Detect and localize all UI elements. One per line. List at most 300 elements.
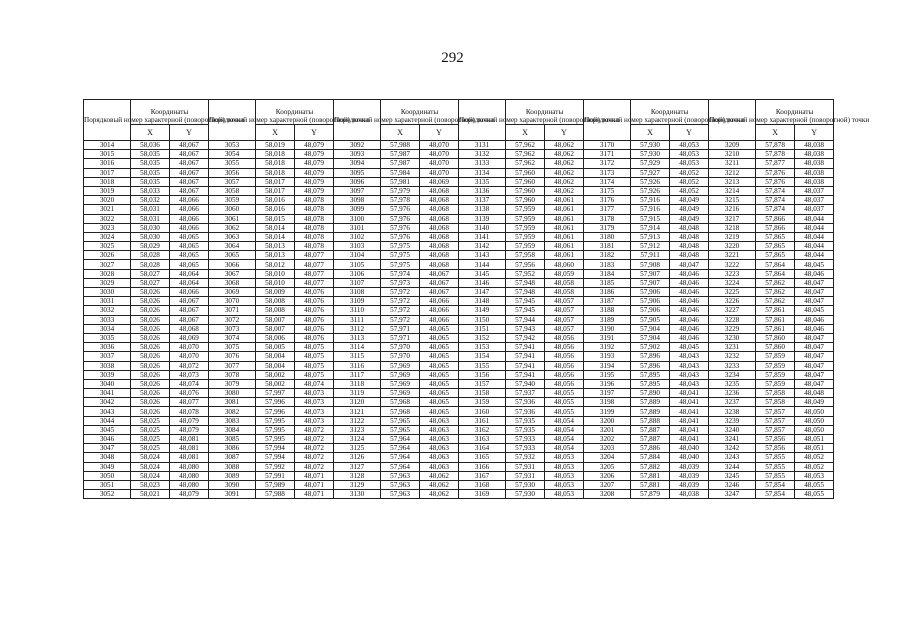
y-coordinate-cell: 48,053 <box>545 453 584 462</box>
y-coordinate-cell: 48,065 <box>420 333 459 342</box>
y-coordinate-cell: 48,053 <box>670 141 709 150</box>
point-number-cell: 3190 <box>584 324 631 333</box>
point-number-cell: 3119 <box>334 389 381 398</box>
y-coordinate-cell: 48,062 <box>420 480 459 489</box>
x-header: X <box>381 125 420 141</box>
point-number-cell: 3226 <box>709 297 756 306</box>
x-coordinate-cell: 58,026 <box>131 379 170 388</box>
point-number-cell: 3156 <box>459 370 506 379</box>
point-number-cell: 3127 <box>334 462 381 471</box>
y-coordinate-cell: 48,070 <box>420 159 459 168</box>
point-number-cell: 3183 <box>584 260 631 269</box>
y-coordinate-cell: 48,066 <box>170 196 209 205</box>
y-coordinate-cell: 48,066 <box>170 205 209 214</box>
x-coordinate-cell: 57,895 <box>631 370 670 379</box>
x-coordinate-cell: 57,975 <box>381 242 420 251</box>
point-number-cell: 3057 <box>209 177 256 186</box>
y-coordinate-cell: 48,045 <box>670 343 709 352</box>
x-coordinate-cell: 57,942 <box>506 333 545 342</box>
x-coordinate-cell: 57,932 <box>506 453 545 462</box>
x-coordinate-cell: 58,004 <box>256 352 295 361</box>
y-coordinate-cell: 48,072 <box>295 435 334 444</box>
y-coordinate-cell: 48,050 <box>795 416 834 425</box>
y-coordinate-cell: 48,065 <box>170 260 209 269</box>
x-coordinate-cell: 58,013 <box>256 242 295 251</box>
point-number-cell: 3164 <box>459 444 506 453</box>
point-number-cell: 3095 <box>334 168 381 177</box>
x-coordinate-cell: 57,988 <box>256 490 295 499</box>
x-coordinate-cell: 57,877 <box>756 159 795 168</box>
y-coordinate-cell: 48,062 <box>420 490 459 499</box>
y-coordinate-cell: 48,068 <box>420 232 459 241</box>
y-coordinate-cell: 48,048 <box>795 389 834 398</box>
point-number-cell: 3195 <box>584 370 631 379</box>
y-coordinate-cell: 48,078 <box>295 205 334 214</box>
x-coordinate-cell: 58,008 <box>256 306 295 315</box>
x-coordinate-cell: 57,855 <box>756 471 795 480</box>
table-row <box>84 141 834 150</box>
point-number-cell: 3167 <box>459 471 506 480</box>
table-row <box>84 196 834 205</box>
y-header: Y <box>795 125 834 141</box>
x-coordinate-cell: 58,030 <box>131 223 170 232</box>
point-number-cell: 3044 <box>84 416 131 425</box>
x-coordinate-cell: 57,874 <box>756 196 795 205</box>
point-number-cell: 3197 <box>584 389 631 398</box>
x-coordinate-cell: 57,855 <box>756 462 795 471</box>
x-coordinate-cell: 57,945 <box>506 306 545 315</box>
point-number-cell: 3024 <box>84 232 131 241</box>
x-coordinate-cell: 58,026 <box>131 324 170 333</box>
point-number-cell: 3215 <box>709 196 756 205</box>
x-coordinate-cell: 58,029 <box>131 242 170 251</box>
point-number-cell: 3054 <box>209 150 256 159</box>
y-coordinate-cell: 48,076 <box>295 288 334 297</box>
x-coordinate-cell: 57,970 <box>381 352 420 361</box>
point-number-cell: 3116 <box>334 361 381 370</box>
point-number-cell: 3036 <box>84 343 131 352</box>
y-coordinate-cell: 48,047 <box>670 260 709 269</box>
y-coordinate-cell: 48,067 <box>170 186 209 195</box>
x-coordinate-cell: 57,858 <box>756 398 795 407</box>
y-coordinate-cell: 48,069 <box>420 177 459 186</box>
x-coordinate-cell: 58,024 <box>131 453 170 462</box>
x-coordinate-cell: 57,866 <box>756 223 795 232</box>
x-coordinate-cell: 57,865 <box>756 251 795 260</box>
x-header: X <box>756 125 795 141</box>
point-number-cell: 3051 <box>84 480 131 489</box>
y-header: Y <box>670 125 709 141</box>
point-number-cell: 3192 <box>584 343 631 352</box>
point-header: Порядковый номер характерной (поворотной) точки <box>709 100 756 141</box>
y-coordinate-cell: 48,051 <box>795 444 834 453</box>
x-coordinate-cell: 57,896 <box>631 352 670 361</box>
table-row <box>84 435 834 444</box>
point-number-cell: 3055 <box>209 159 256 168</box>
y-header: Y <box>420 125 459 141</box>
point-number-cell: 3230 <box>709 333 756 342</box>
point-number-cell: 3246 <box>709 480 756 489</box>
x-coordinate-cell: 57,981 <box>381 177 420 186</box>
point-header: Порядковый номер характерной (поворотной) точки <box>459 100 506 141</box>
y-coordinate-cell: 48,039 <box>670 480 709 489</box>
table-row <box>84 425 834 434</box>
x-coordinate-cell: 57,861 <box>756 306 795 315</box>
x-coordinate-cell: 57,906 <box>631 288 670 297</box>
y-coordinate-cell: 48,048 <box>670 242 709 251</box>
x-coordinate-cell: 57,960 <box>506 177 545 186</box>
y-coordinate-cell: 48,077 <box>295 260 334 269</box>
point-number-cell: 3235 <box>709 379 756 388</box>
point-number-cell: 3182 <box>584 251 631 260</box>
y-coordinate-cell: 48,057 <box>545 315 584 324</box>
point-number-cell: 3078 <box>209 370 256 379</box>
y-coordinate-cell: 48,066 <box>170 223 209 232</box>
point-number-cell: 3216 <box>709 205 756 214</box>
x-coordinate-cell: 58,025 <box>131 425 170 434</box>
x-coordinate-cell: 57,952 <box>506 269 545 278</box>
y-coordinate-cell: 48,068 <box>420 242 459 251</box>
y-coordinate-cell: 48,062 <box>545 186 584 195</box>
y-coordinate-cell: 48,080 <box>170 462 209 471</box>
y-coordinate-cell: 48,067 <box>170 177 209 186</box>
table-row <box>84 288 834 297</box>
x-coordinate-cell: 58,025 <box>131 435 170 444</box>
y-coordinate-cell: 48,063 <box>420 444 459 453</box>
point-number-cell: 3228 <box>709 315 756 324</box>
table-row <box>84 223 834 232</box>
table-row <box>84 278 834 287</box>
point-number-cell: 3089 <box>209 471 256 480</box>
point-number-cell: 3178 <box>584 214 631 223</box>
x-header: X <box>506 125 545 141</box>
x-coordinate-cell: 57,916 <box>631 196 670 205</box>
x-coordinate-cell: 57,989 <box>256 480 295 489</box>
y-coordinate-cell: 48,061 <box>545 223 584 232</box>
y-coordinate-cell: 48,061 <box>545 214 584 223</box>
y-coordinate-cell: 48,071 <box>295 480 334 489</box>
x-coordinate-cell: 57,959 <box>506 232 545 241</box>
point-number-cell: 3231 <box>709 343 756 352</box>
x-coordinate-cell: 57,984 <box>381 168 420 177</box>
y-coordinate-cell: 48,065 <box>420 352 459 361</box>
x-coordinate-cell: 57,976 <box>381 223 420 232</box>
table-row <box>84 168 834 177</box>
point-number-cell: 3106 <box>334 269 381 278</box>
y-coordinate-cell: 48,074 <box>295 379 334 388</box>
table-row <box>84 379 834 388</box>
x-coordinate-cell: 57,991 <box>256 471 295 480</box>
y-coordinate-cell: 48,038 <box>795 141 834 150</box>
x-coordinate-cell: 57,940 <box>506 379 545 388</box>
point-number-cell: 3211 <box>709 159 756 168</box>
y-coordinate-cell: 48,079 <box>295 168 334 177</box>
page-number: 292 <box>441 50 464 66</box>
table-row <box>84 324 834 333</box>
y-coordinate-cell: 48,053 <box>670 159 709 168</box>
x-coordinate-cell: 58,023 <box>131 480 170 489</box>
x-coordinate-cell: 57,933 <box>506 444 545 453</box>
x-coordinate-cell: 57,916 <box>631 205 670 214</box>
y-coordinate-cell: 48,070 <box>420 168 459 177</box>
x-coordinate-cell: 57,876 <box>756 177 795 186</box>
point-number-cell: 3135 <box>459 177 506 186</box>
x-coordinate-cell: 57,886 <box>631 444 670 453</box>
y-coordinate-cell: 48,063 <box>420 462 459 471</box>
table-row <box>84 444 834 453</box>
x-coordinate-cell: 57,978 <box>381 196 420 205</box>
y-coordinate-cell: 48,073 <box>295 416 334 425</box>
x-coordinate-cell: 57,941 <box>506 343 545 352</box>
y-coordinate-cell: 48,044 <box>795 242 834 251</box>
x-coordinate-cell: 57,907 <box>631 278 670 287</box>
point-number-cell: 3159 <box>459 398 506 407</box>
coords-header: Координаты <box>131 100 209 125</box>
y-coordinate-cell: 48,052 <box>670 177 709 186</box>
x-coordinate-cell: 58,024 <box>131 471 170 480</box>
point-number-cell: 3026 <box>84 251 131 260</box>
y-coordinate-cell: 48,073 <box>295 407 334 416</box>
x-coordinate-cell: 57,889 <box>631 407 670 416</box>
x-coordinate-cell: 57,976 <box>381 232 420 241</box>
point-number-cell: 3075 <box>209 343 256 352</box>
x-coordinate-cell: 57,972 <box>381 288 420 297</box>
x-coordinate-cell: 57,930 <box>631 150 670 159</box>
y-coordinate-cell: 48,062 <box>545 177 584 186</box>
point-number-cell: 3067 <box>209 269 256 278</box>
y-coordinate-cell: 48,052 <box>795 453 834 462</box>
y-coordinate-cell: 48,056 <box>545 333 584 342</box>
y-coordinate-cell: 48,047 <box>795 333 834 342</box>
y-coordinate-cell: 48,081 <box>170 453 209 462</box>
y-coordinate-cell: 48,043 <box>670 352 709 361</box>
x-coordinate-cell: 57,970 <box>381 343 420 352</box>
point-number-cell: 3035 <box>84 333 131 342</box>
point-number-cell: 3146 <box>459 278 506 287</box>
x-coordinate-cell: 57,995 <box>256 435 295 444</box>
x-coordinate-cell: 57,874 <box>756 186 795 195</box>
x-coordinate-cell: 57,905 <box>631 315 670 324</box>
x-coordinate-cell: 57,995 <box>256 416 295 425</box>
y-coordinate-cell: 48,063 <box>420 416 459 425</box>
x-coordinate-cell: 57,857 <box>756 407 795 416</box>
x-coordinate-cell: 58,016 <box>256 205 295 214</box>
point-number-cell: 3239 <box>709 416 756 425</box>
x-coordinate-cell: 57,864 <box>756 269 795 278</box>
point-number-cell: 3047 <box>84 444 131 453</box>
x-coordinate-cell: 58,035 <box>131 177 170 186</box>
point-number-cell: 3138 <box>459 205 506 214</box>
point-number-cell: 3171 <box>584 150 631 159</box>
y-coordinate-cell: 48,062 <box>420 471 459 480</box>
point-number-cell: 3131 <box>459 141 506 150</box>
x-coordinate-cell: 57,956 <box>506 260 545 269</box>
point-number-cell: 3165 <box>459 453 506 462</box>
point-number-cell: 3208 <box>584 490 631 499</box>
x-coordinate-cell: 57,969 <box>381 370 420 379</box>
table-body <box>84 141 834 499</box>
y-coordinate-cell: 48,056 <box>545 370 584 379</box>
point-number-cell: 3185 <box>584 278 631 287</box>
point-number-cell: 3045 <box>84 425 131 434</box>
x-coordinate-cell: 57,930 <box>506 480 545 489</box>
y-coordinate-cell: 48,054 <box>545 416 584 425</box>
x-coordinate-cell: 58,026 <box>131 370 170 379</box>
y-coordinate-cell: 48,038 <box>795 168 834 177</box>
point-number-cell: 3214 <box>709 186 756 195</box>
x-coordinate-cell: 58,026 <box>131 288 170 297</box>
y-coordinate-cell: 48,045 <box>795 260 834 269</box>
point-number-cell: 3084 <box>209 425 256 434</box>
x-coordinate-cell: 57,878 <box>756 150 795 159</box>
x-coordinate-cell: 57,959 <box>506 205 545 214</box>
y-coordinate-cell: 48,078 <box>170 407 209 416</box>
x-coordinate-cell: 57,941 <box>506 361 545 370</box>
x-coordinate-cell: 57,882 <box>631 462 670 471</box>
point-number-cell: 3085 <box>209 435 256 444</box>
coords-header: Координаты <box>381 100 459 125</box>
x-header: X <box>131 125 170 141</box>
point-number-cell: 3042 <box>84 398 131 407</box>
point-number-cell: 3058 <box>209 186 256 195</box>
y-coordinate-cell: 48,061 <box>545 242 584 251</box>
y-coordinate-cell: 48,065 <box>420 398 459 407</box>
x-coordinate-cell: 57,856 <box>756 435 795 444</box>
x-coordinate-cell: 58,018 <box>256 168 295 177</box>
x-coordinate-cell: 57,948 <box>506 288 545 297</box>
point-number-cell: 3117 <box>334 370 381 379</box>
table-row <box>84 242 834 251</box>
x-coordinate-cell: 57,945 <box>506 297 545 306</box>
x-coordinate-cell: 57,964 <box>381 453 420 462</box>
x-coordinate-cell: 58,031 <box>131 205 170 214</box>
x-coordinate-cell: 58,002 <box>256 379 295 388</box>
point-number-cell: 3025 <box>84 242 131 251</box>
point-number-cell: 3017 <box>84 168 131 177</box>
x-coordinate-cell: 57,941 <box>506 370 545 379</box>
point-number-cell: 3091 <box>209 490 256 499</box>
y-coordinate-cell: 48,076 <box>295 297 334 306</box>
y-coordinate-cell: 48,046 <box>670 306 709 315</box>
y-coordinate-cell: 48,046 <box>795 269 834 278</box>
point-number-cell: 3079 <box>209 379 256 388</box>
table-row <box>84 177 834 186</box>
point-number-cell: 3038 <box>84 361 131 370</box>
y-coordinate-cell: 48,057 <box>545 297 584 306</box>
x-coordinate-cell: 58,002 <box>256 370 295 379</box>
x-coordinate-cell: 57,979 <box>381 186 420 195</box>
point-number-cell: 3088 <box>209 462 256 471</box>
y-coordinate-cell: 48,077 <box>295 278 334 287</box>
x-coordinate-cell: 58,026 <box>131 361 170 370</box>
x-header: X <box>631 125 670 141</box>
point-number-cell: 3218 <box>709 223 756 232</box>
y-coordinate-cell: 48,056 <box>545 343 584 352</box>
x-coordinate-cell: 57,855 <box>756 453 795 462</box>
x-coordinate-cell: 57,907 <box>631 269 670 278</box>
x-coordinate-cell: 57,929 <box>631 159 670 168</box>
x-coordinate-cell: 58,010 <box>256 278 295 287</box>
point-number-cell: 3098 <box>334 196 381 205</box>
point-number-cell: 3112 <box>334 324 381 333</box>
y-coordinate-cell: 48,038 <box>795 150 834 159</box>
point-number-cell: 3107 <box>334 278 381 287</box>
x-coordinate-cell: 57,994 <box>256 444 295 453</box>
x-coordinate-cell: 57,968 <box>381 398 420 407</box>
x-coordinate-cell: 57,976 <box>381 214 420 223</box>
point-number-cell: 3059 <box>209 196 256 205</box>
x-coordinate-cell: 57,987 <box>381 150 420 159</box>
y-coordinate-cell: 48,063 <box>420 453 459 462</box>
x-coordinate-cell: 57,994 <box>256 453 295 462</box>
point-number-cell: 3062 <box>209 223 256 232</box>
point-number-cell: 3023 <box>84 223 131 232</box>
x-coordinate-cell: 57,856 <box>756 444 795 453</box>
point-number-cell: 3162 <box>459 425 506 434</box>
y-coordinate-cell: 48,068 <box>420 260 459 269</box>
x-coordinate-cell: 57,889 <box>631 398 670 407</box>
x-coordinate-cell: 58,024 <box>131 462 170 471</box>
y-coordinate-cell: 48,072 <box>295 462 334 471</box>
x-coordinate-cell: 57,936 <box>506 407 545 416</box>
x-coordinate-cell: 57,959 <box>506 223 545 232</box>
y-coordinate-cell: 48,052 <box>670 186 709 195</box>
point-number-cell: 3111 <box>334 315 381 324</box>
x-coordinate-cell: 57,857 <box>756 425 795 434</box>
y-coordinate-cell: 48,066 <box>420 315 459 324</box>
y-coordinate-cell: 48,071 <box>295 490 334 499</box>
y-coordinate-cell: 48,065 <box>420 379 459 388</box>
y-coordinate-cell: 48,053 <box>670 150 709 159</box>
y-coordinate-cell: 48,075 <box>295 361 334 370</box>
x-coordinate-cell: 58,019 <box>256 141 295 150</box>
y-coordinate-cell: 48,079 <box>295 186 334 195</box>
y-coordinate-cell: 48,040 <box>670 444 709 453</box>
point-number-cell: 3121 <box>334 407 381 416</box>
y-coordinate-cell: 48,062 <box>545 168 584 177</box>
point-number-cell: 3129 <box>334 480 381 489</box>
x-coordinate-cell: 57,995 <box>256 425 295 434</box>
x-coordinate-cell: 58,028 <box>131 260 170 269</box>
table-row <box>84 214 834 223</box>
point-number-cell: 3041 <box>84 389 131 398</box>
y-coordinate-cell: 48,057 <box>545 324 584 333</box>
y-coordinate-cell: 48,048 <box>670 232 709 241</box>
point-number-cell: 3221 <box>709 251 756 260</box>
point-number-cell: 3021 <box>84 205 131 214</box>
y-coordinate-cell: 48,041 <box>670 435 709 444</box>
point-number-cell: 3188 <box>584 306 631 315</box>
coords-header: Координаты <box>631 100 709 125</box>
y-coordinate-cell: 48,040 <box>670 453 709 462</box>
y-coordinate-cell: 48,070 <box>170 343 209 352</box>
point-number-cell: 3170 <box>584 141 631 150</box>
point-number-cell: 3155 <box>459 361 506 370</box>
point-number-cell: 3108 <box>334 288 381 297</box>
x-coordinate-cell: 58,026 <box>131 306 170 315</box>
x-coordinate-cell: 58,026 <box>131 315 170 324</box>
point-number-cell: 3152 <box>459 333 506 342</box>
y-coordinate-cell: 48,067 <box>170 141 209 150</box>
y-coordinate-cell: 48,044 <box>795 251 834 260</box>
x-coordinate-cell: 57,959 <box>506 214 545 223</box>
y-coordinate-cell: 48,076 <box>295 324 334 333</box>
y-coordinate-cell: 48,046 <box>670 288 709 297</box>
point-number-cell: 3128 <box>334 471 381 480</box>
y-coordinate-cell: 48,069 <box>170 333 209 342</box>
x-coordinate-cell: 57,858 <box>756 389 795 398</box>
x-coordinate-cell: 57,862 <box>756 288 795 297</box>
